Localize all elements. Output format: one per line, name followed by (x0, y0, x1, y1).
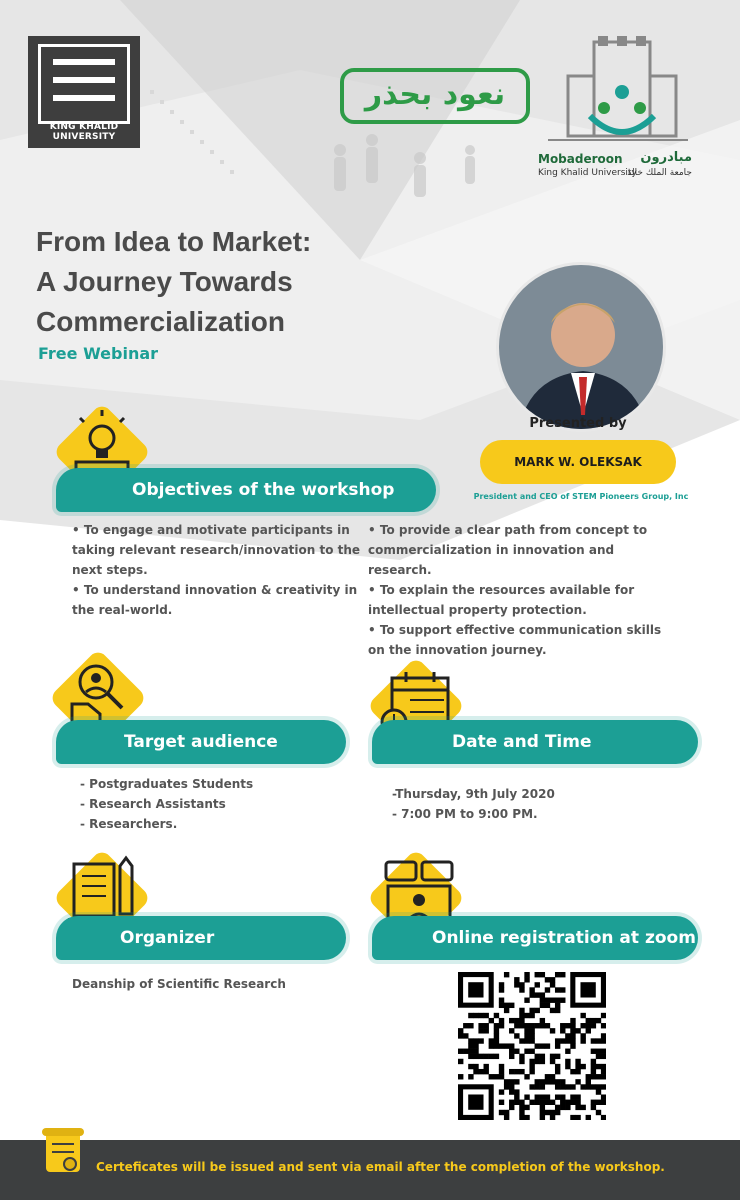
kku-emblem-icon (38, 44, 130, 124)
speaker-portrait-icon (499, 265, 663, 429)
objectives-banner (56, 468, 436, 512)
list-item: the real-world. (72, 603, 173, 617)
speaker-name: MARK W. OLEKSAK (480, 440, 676, 484)
footer-text: Certeficates will be issued and sent via email after the completion of the workshop. (96, 1160, 665, 1174)
list-item: next steps. (72, 563, 148, 577)
page-title (36, 222, 396, 342)
list-item: commercialization in innovation and (368, 543, 615, 557)
list-item: - 7:00 PM to 9:00 PM. (392, 807, 538, 821)
objectives-left-list (72, 520, 362, 620)
list-item: -Thursday, 9th July 2020 (392, 787, 555, 801)
mob-sub-en: King Khalid University (538, 168, 637, 178)
mobaderoon-logo (538, 36, 698, 186)
objectives-right-list (368, 520, 668, 660)
subtitle: Free Webinar (38, 344, 159, 363)
list-item: • To support effective communication skills (368, 623, 662, 637)
list-item: taking relevant research/innovation to the (72, 543, 361, 557)
list-item: - Postgraduates Students (80, 777, 254, 791)
mob-name-ar: مبادرون (640, 150, 692, 165)
list-item: intellectual property protection. (368, 603, 587, 617)
list-item: • To engage and motivate participants in (72, 523, 350, 537)
title-line: Commercialization (36, 306, 285, 337)
target-heading: Target audience (124, 732, 278, 752)
list-item: on the innovation journey. (368, 643, 547, 657)
target-banner (56, 720, 346, 764)
zoom-registration-qr-code[interactable] (458, 972, 606, 1120)
speaker-photo (496, 262, 666, 432)
mob-sub-ar: جامعة الملك خالد (627, 168, 692, 178)
datetime-heading: Date and Time (452, 732, 592, 752)
datetime-list (392, 784, 652, 824)
list-item: - Research Assistants (80, 797, 226, 811)
target-list (80, 774, 340, 834)
qr-code-icon (458, 972, 606, 1120)
datetime-banner (372, 720, 698, 764)
mob-name-en: Mobaderoon (538, 152, 623, 166)
organizer-text: Deanship of Scientific Research (72, 977, 286, 991)
list-item: research. (368, 563, 432, 577)
list-item: • To explain the resources available for (368, 583, 635, 597)
organizer-banner (56, 916, 346, 960)
speaker-role: President and CEO of STEM Pioneers Group, Inc (473, 492, 689, 501)
list-item: - Researchers. (80, 817, 178, 831)
kku-logo (28, 36, 140, 148)
registration-banner (372, 916, 698, 960)
title-line: A Journey Towards (36, 266, 293, 297)
objectives-heading: Objectives of the workshop (132, 480, 395, 500)
organizer-heading: Organizer (120, 928, 215, 948)
castle-icon (538, 36, 698, 148)
presented-by-label: Presented by (529, 416, 627, 431)
list-item: • To understand innovation & creativity in (72, 583, 358, 597)
registration-heading: Online registration at zoom (432, 928, 696, 948)
kku-name: KING KHALID UNIVERSITY (49, 122, 119, 142)
list-item: • To provide a clear path from concept to (368, 523, 648, 537)
certificate-scroll-icon (40, 1126, 88, 1178)
campaign-badge: نعود بحذر (340, 68, 530, 124)
title-line: From Idea to Market: (36, 226, 312, 257)
